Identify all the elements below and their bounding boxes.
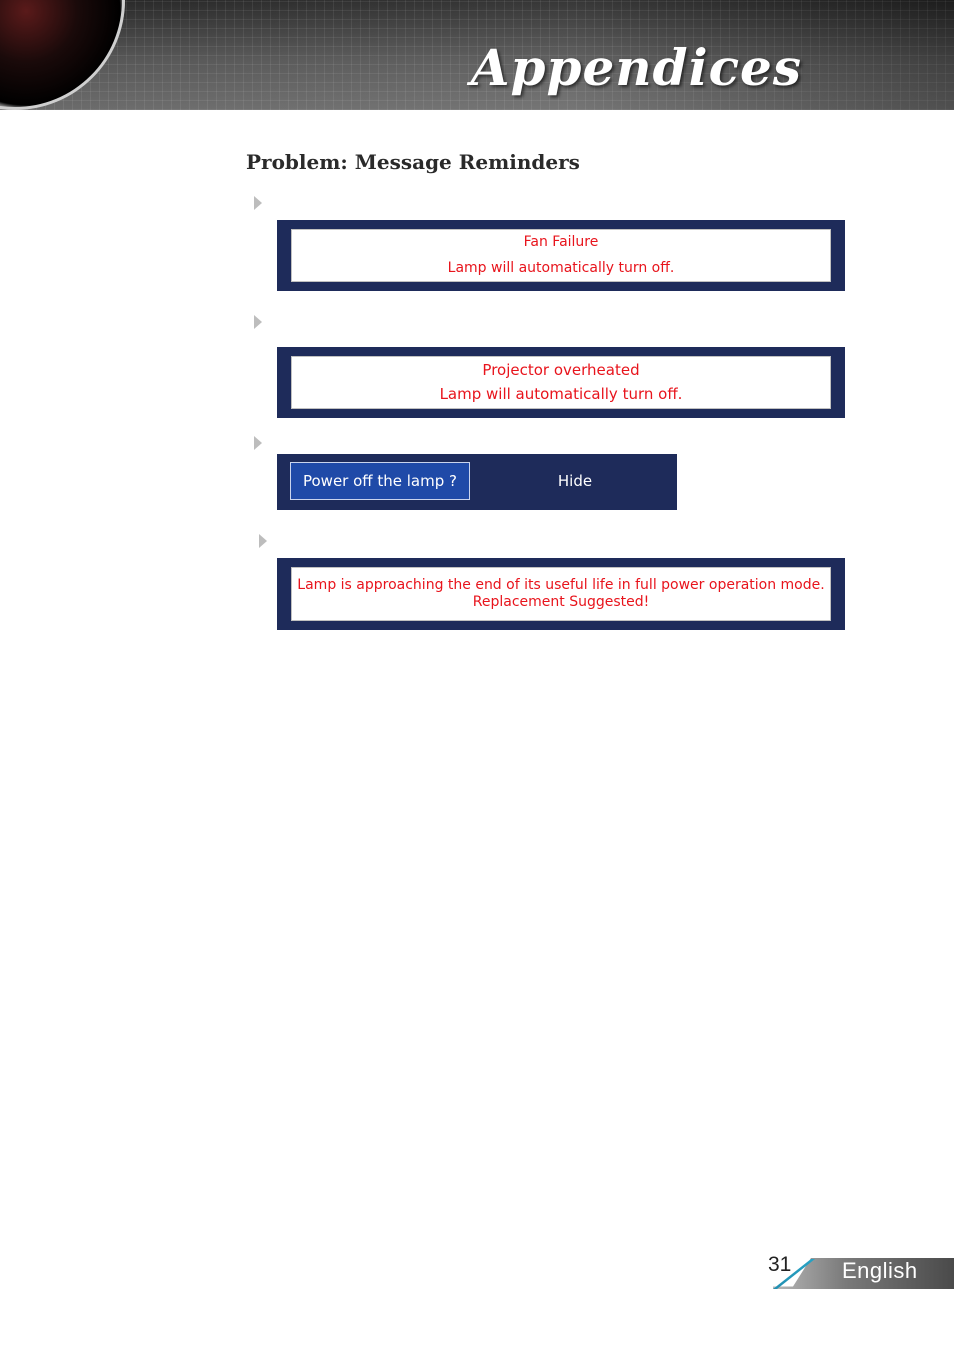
message-line: Lamp will automatically turn off. bbox=[439, 385, 683, 404]
fan-failure-message bbox=[277, 220, 845, 291]
lamp-life-message bbox=[277, 558, 845, 630]
power-off-dialog bbox=[277, 454, 677, 510]
footer-language: English bbox=[842, 1258, 918, 1283]
page-number: 31 bbox=[768, 1253, 792, 1276]
overheated-message bbox=[277, 347, 845, 418]
message-line: Fan Failure bbox=[523, 234, 599, 250]
header-banner bbox=[0, 0, 954, 110]
message-panel bbox=[291, 229, 831, 282]
message-panel bbox=[291, 356, 831, 409]
bullet-arrow-icon bbox=[254, 436, 262, 450]
page-title: Appendices bbox=[470, 38, 802, 97]
bullet-arrow-icon bbox=[254, 315, 262, 329]
message-line: Lamp is approaching the end of its useful life in full power operation mode. bbox=[297, 576, 825, 593]
section-title: Problem: Message Reminders bbox=[246, 150, 580, 174]
hide-button[interactable]: Hide bbox=[557, 472, 593, 490]
power-off-lamp-button[interactable]: Power off the lamp ? bbox=[290, 462, 470, 500]
message-line: Projector overheated bbox=[482, 361, 640, 379]
message-line: Lamp will automatically turn off. bbox=[447, 259, 675, 276]
bullet-arrow-icon bbox=[259, 534, 267, 548]
message-line: Replacement Suggested! bbox=[472, 594, 650, 610]
message-panel bbox=[291, 567, 831, 621]
bullet-arrow-icon bbox=[254, 196, 262, 210]
lens-icon bbox=[0, 0, 125, 110]
